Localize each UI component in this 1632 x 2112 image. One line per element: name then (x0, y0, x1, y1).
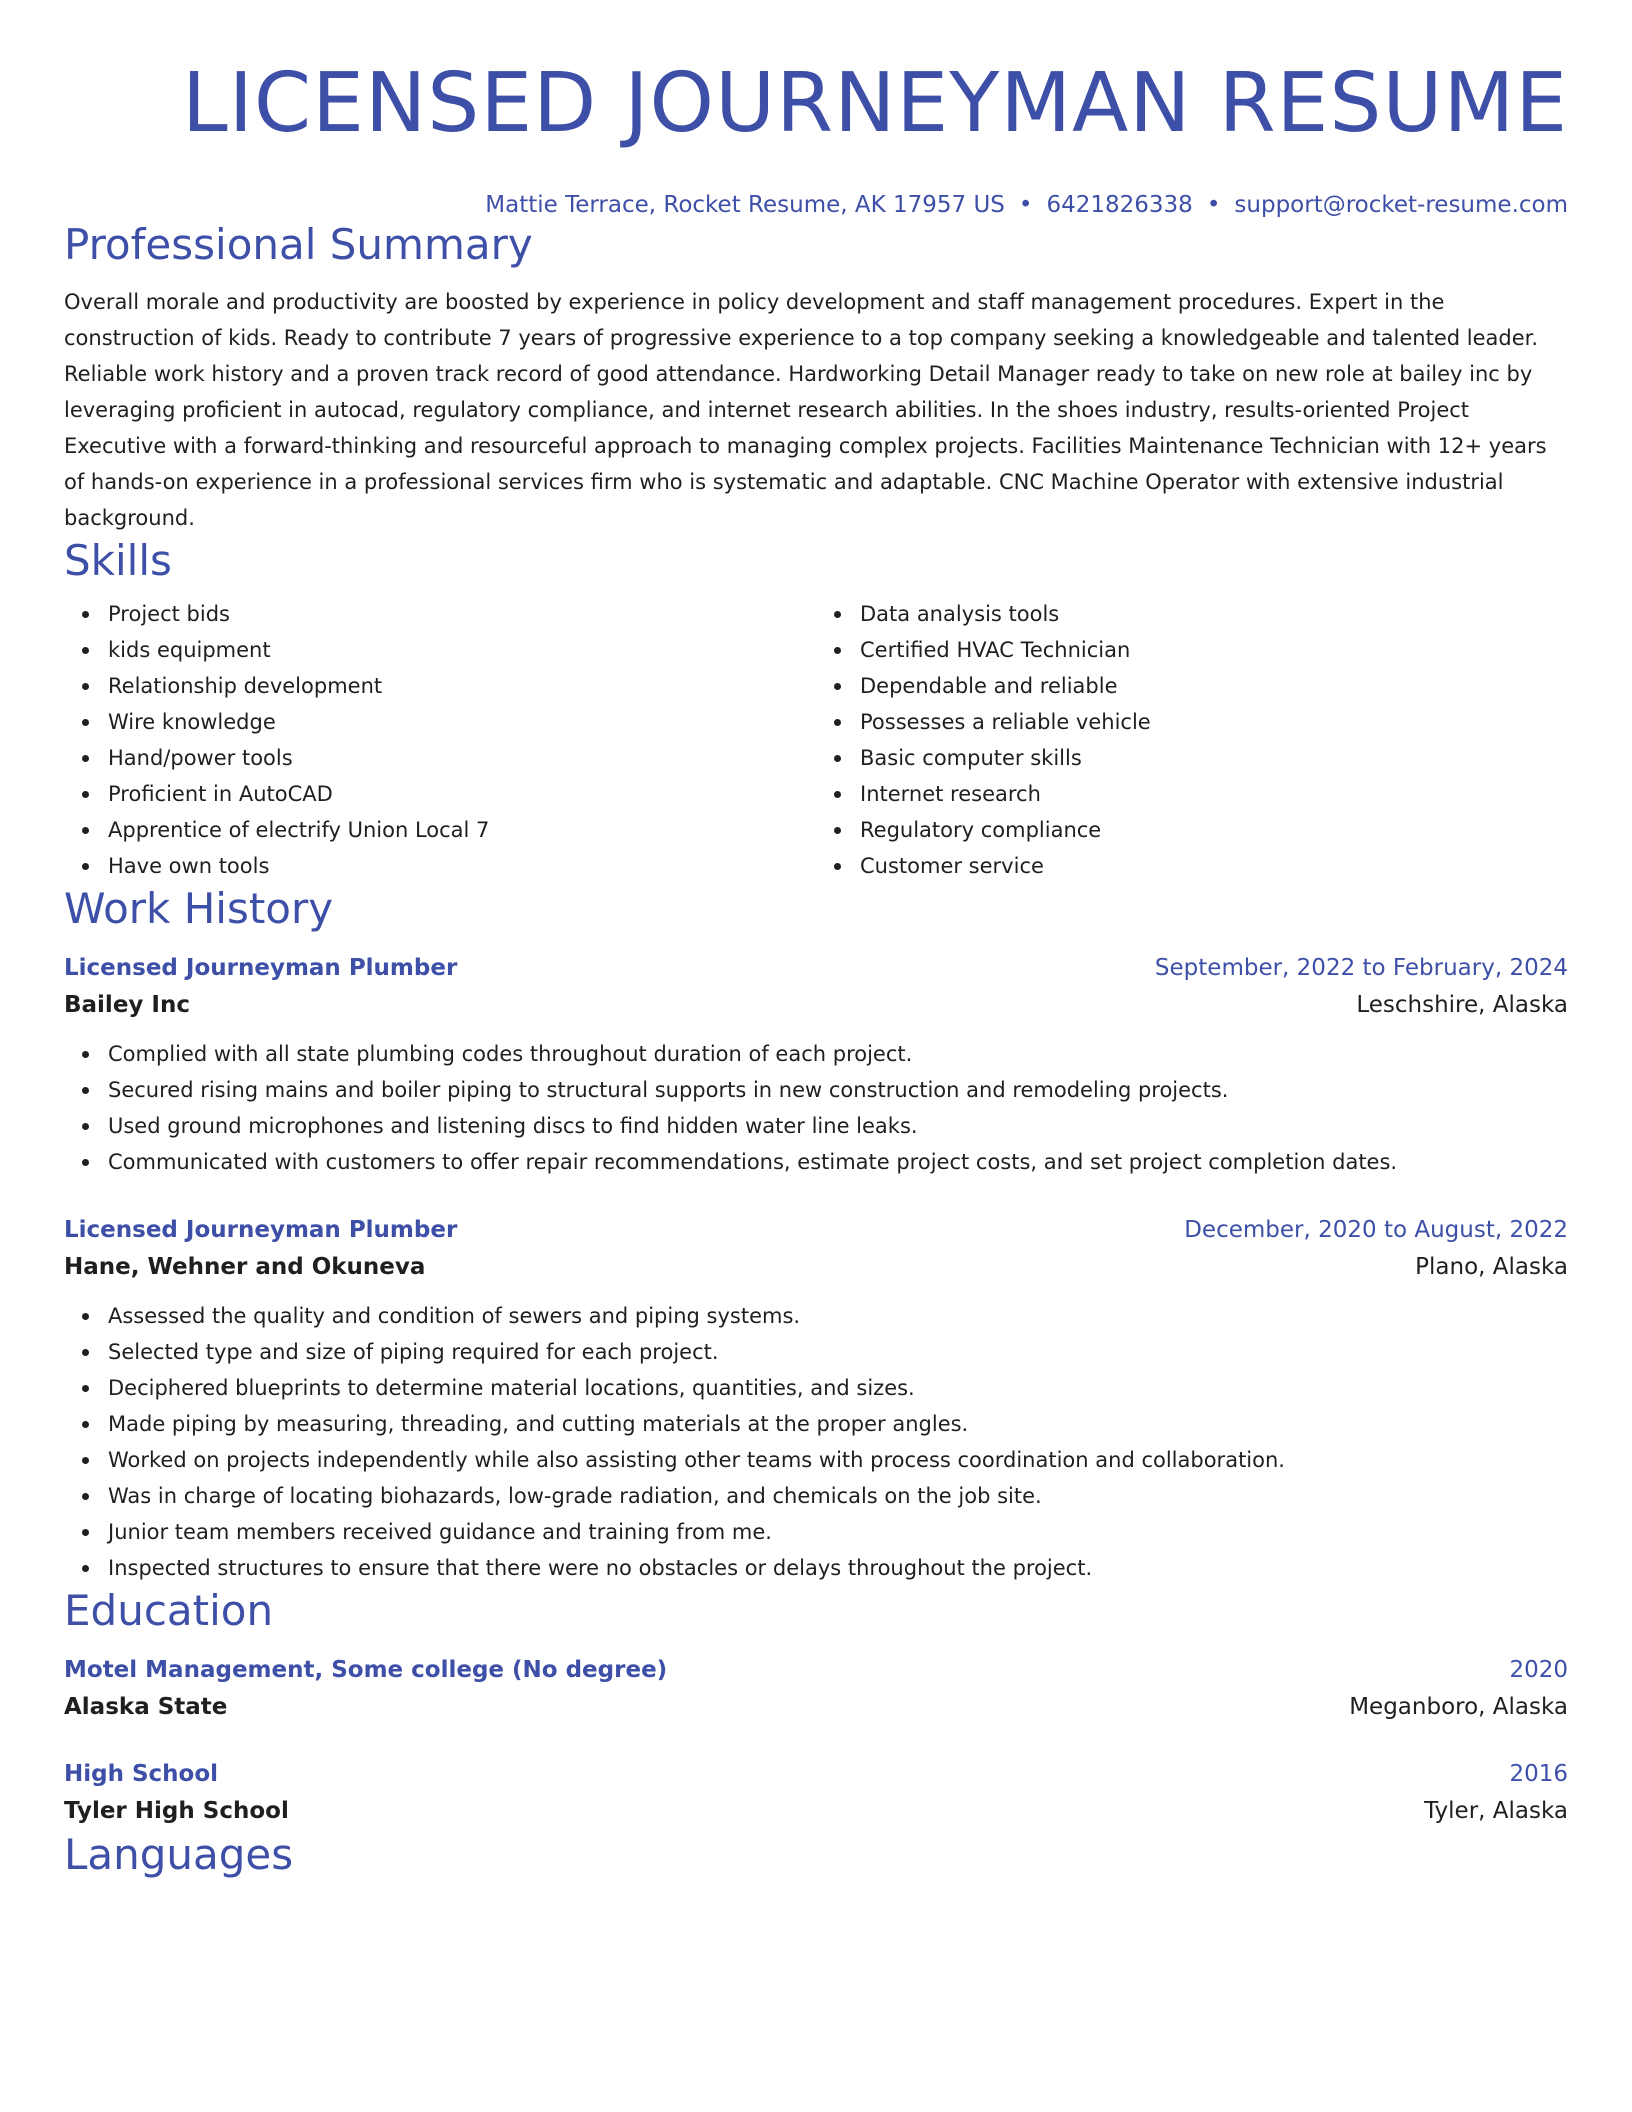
education-degree: Motel Management, Some college (No degree) (64, 1657, 668, 1683)
section-heading-skills: Skills (64, 536, 172, 585)
skill-item: Apprentice of electrify Union Local 7 (108, 812, 816, 848)
job-bullet: Assessed the quality and condition of sewers and piping systems. (108, 1298, 1568, 1334)
job-bullet: Was in charge of locating biohazards, low-grade radiation, and chemicals on the job site. (108, 1478, 1568, 1514)
job-bullet: Junior team members received guidance and training from me. (108, 1514, 1568, 1550)
skill-item: Have own tools (108, 848, 816, 884)
job-entry (64, 1212, 1568, 1586)
job-company-row (64, 1248, 1568, 1286)
job-company: Bailey Inc (64, 992, 190, 1018)
job-company: Hane, Wehner and Okuneva (64, 1254, 426, 1280)
skill-item: Internet research (860, 776, 1568, 812)
skill-item: kids equipment (108, 632, 816, 668)
job-bullet: Communicated with customers to offer repair recommendations, estimate project costs, and set project completion dates. (108, 1144, 1568, 1180)
job-bullet: Used ground microphones and listening discs to find hidden water line leaks. (108, 1108, 1568, 1144)
education-school: Alaska State (64, 1694, 228, 1720)
job-bullet: Secured rising mains and boiler piping to structural supports in new construction and remodeling projects. (108, 1072, 1568, 1108)
education-location: Meganboro, Alaska (1349, 1694, 1568, 1720)
education-degree: High School (64, 1761, 219, 1787)
job-header-row (64, 1212, 1568, 1248)
job-bullets (64, 1298, 1568, 1586)
section-heading-summary: Professional Summary (64, 220, 533, 269)
job-bullet: Selected type and size of piping required for each project. (108, 1334, 1568, 1370)
skill-item: Certified HVAC Technician (860, 632, 1568, 668)
job-location: Leschshire, Alaska (1356, 992, 1568, 1018)
skill-item: Customer service (860, 848, 1568, 884)
job-bullets (64, 1036, 1568, 1180)
education-header-row (64, 1652, 1568, 1688)
job-title: Licensed Journeyman Plumber (64, 955, 458, 981)
contact-separator: • (1206, 192, 1221, 218)
contact-email[interactable]: support@rocket-resume.com (1234, 192, 1568, 218)
skill-item: Possesses a reliable vehicle (860, 704, 1568, 740)
job-bullet: Deciphered blueprints to determine material locations, quantities, and sizes. (108, 1370, 1568, 1406)
contact-line (64, 190, 1568, 220)
job-title: Licensed Journeyman Plumber (64, 1217, 458, 1243)
education-year: 2016 (1509, 1761, 1568, 1787)
contact-phone: 6421826338 (1046, 192, 1193, 218)
job-bullet: Complied with all state plumbing codes throughout duration of each project. (108, 1036, 1568, 1072)
skill-item: Wire knowledge (108, 704, 816, 740)
skill-item: Data analysis tools (860, 596, 1568, 632)
education-school-row (64, 1688, 1568, 1726)
education-school-row (64, 1792, 1568, 1830)
job-bullet: Worked on projects independently while also assisting other teams with process coordination and collaboration. (108, 1442, 1568, 1478)
skills-columns (64, 596, 1568, 884)
job-dates: September, 2022 to February, 2024 (1154, 955, 1568, 981)
job-bullet: Made piping by measuring, threading, and cutting materials at the proper angles. (108, 1406, 1568, 1442)
contact-separator: • (1018, 192, 1033, 218)
job-location: Plano, Alaska (1415, 1254, 1568, 1280)
education-entry (64, 1756, 1568, 1830)
contact-address: Mattie Terrace, Rocket Resume, AK 17957 US (485, 192, 1005, 218)
skill-item: Relationship development (108, 668, 816, 704)
skill-item: Hand/power tools (108, 740, 816, 776)
skills-list-left (64, 596, 816, 884)
job-dates: December, 2020 to August, 2022 (1184, 1217, 1568, 1243)
resume-title: LICENSED JOURNEYMAN RESUME (182, 56, 1568, 151)
skill-item: Regulatory compliance (860, 812, 1568, 848)
section-heading-education: Education (64, 1586, 274, 1635)
education-year: 2020 (1509, 1657, 1568, 1683)
skill-item: Project bids (108, 596, 816, 632)
education-header-row (64, 1756, 1568, 1792)
job-company-row (64, 986, 1568, 1024)
job-bullet: Inspected structures to ensure that there were no obstacles or delays throughout the project. (108, 1550, 1568, 1586)
section-heading-languages: Languages (64, 1830, 294, 1879)
education-school: Tyler High School (64, 1798, 289, 1824)
job-header-row (64, 950, 1568, 986)
education-entry (64, 1652, 1568, 1726)
skill-item: Dependable and reliable (860, 668, 1568, 704)
skills-list-right (816, 596, 1568, 884)
summary-text: Overall morale and productivity are boosted by experience in policy development and staff management procedures. Expert in the construction of kids. Ready to contribute 7 years of progressive experience to a top company seeking a knowledgeable and talented leader. Reliable work history and a proven track record of good attendance. Hardworking Detail Manager ready to take on new role at bailey inc by leveraging proficient in autocad, regulatory compliance, and internet research abilities. In the shoes industry, results-oriented Project Executive with a forward-thinking and resourceful approach to managing complex projects. Facilities Maintenance Technician with 12+ years of hands-on experience in a professional services firm who is systematic and adaptable. CNC Machine Operator with extensive industrial background. (64, 290, 1547, 530)
education-location: Tyler, Alaska (1424, 1798, 1568, 1824)
job-entry (64, 950, 1568, 1180)
skill-item: Basic computer skills (860, 740, 1568, 776)
skill-item: Proficient in AutoCAD (108, 776, 816, 812)
section-heading-work-history: Work History (64, 884, 334, 933)
